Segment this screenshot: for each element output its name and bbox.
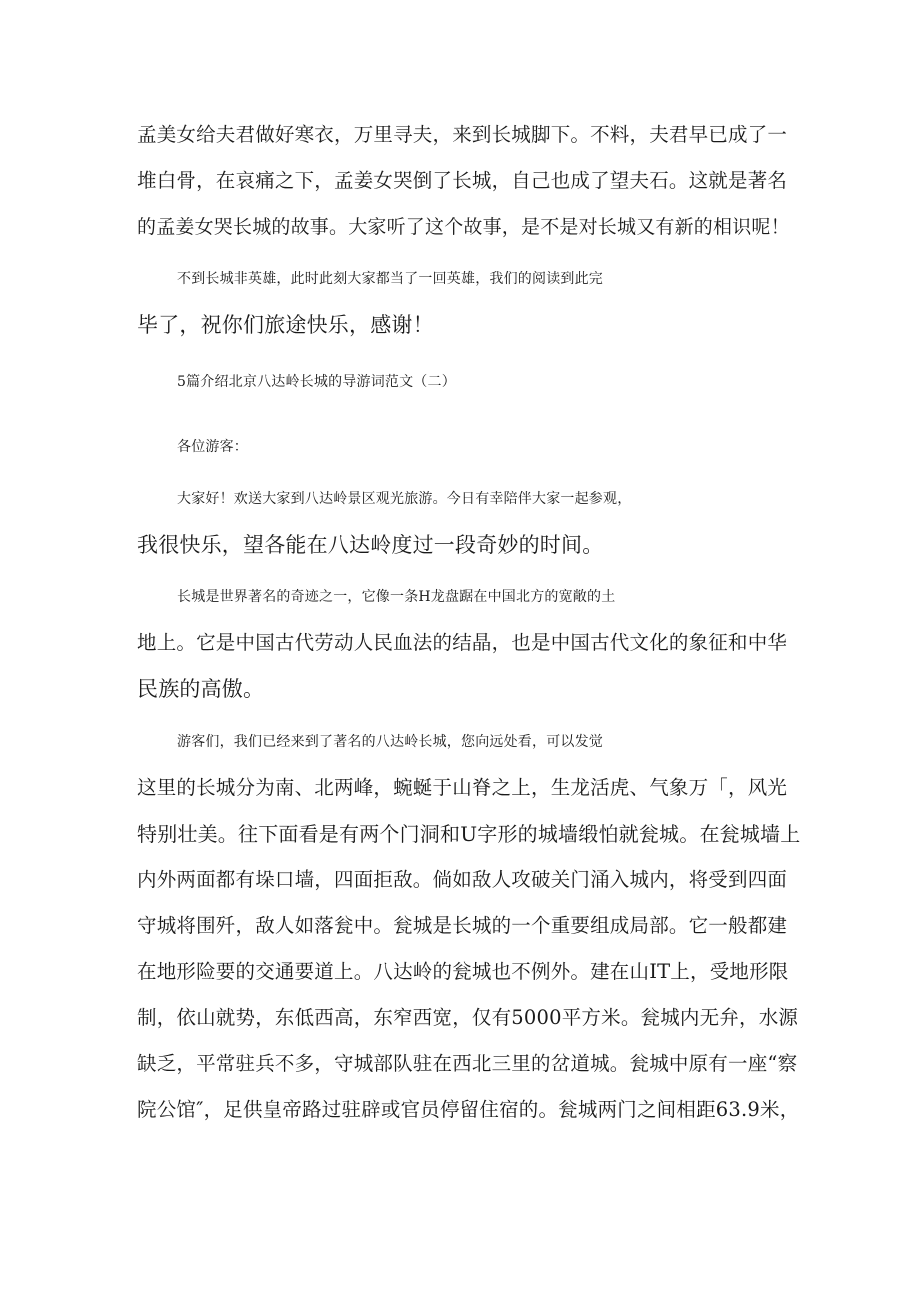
paragraph-line: 大家好！欢送大家到八达岭景区观光旅游。今日有幸陪伴大家一起参观， — [177, 491, 632, 507]
paragraph-line: 守城将围歼，敌人如落瓮中。瓮城是长城的一个重要组成局部。它一般都建 — [137, 914, 788, 937]
paragraph-line: 不到长城非英雄，此时此刻大家都当了一回英雄，我们的阅读到此完 — [177, 271, 603, 287]
paragraph-line: 的孟姜女哭长城的故事。大家听了这个故事，是不是对长城又有新的相识呢！ — [137, 216, 790, 238]
paragraph-line: 这里的长城分为南、北两峰，蜿蜒于山脊之上，生龙活虎、气象万「，风光 — [137, 776, 788, 799]
paragraph-line: 游客们，我们已经来到了著名的八达岭长城，您向远处看，可以发觉 — [177, 734, 603, 750]
paragraph-line: 特别壮美。往下面看是有两个门洞和U字形的城墙缎怕就瓮城。在瓮城墙上 — [137, 822, 801, 846]
paragraph-line: 内外两面都有垛口墙，四面拒敌。倘如敌人攻破关门涌入城内，将受到四面 — [137, 868, 788, 891]
paragraph-line: 在地形险要的交通要道上。八达岭的瓮城也不例外。建在山IT上，受地形限 — [137, 960, 789, 983]
paragraph-line: 堆白骨，在哀痛之下，孟姜女哭倒了长城，自己也成了望夫石。这就是著名 — [137, 169, 788, 192]
paragraph-line: 长城是世界著名的奇迹之一，它像一条H龙盘踞在中国北方的宽敞的土 — [177, 589, 616, 605]
paragraph-line: 制，依山就势，东低西高，东窄西宽，仅有5000平方米。瓮城内无弁，水源 — [137, 1006, 799, 1029]
paragraph-line: 我很快乐，望各能在八达岭度过一段奇妙的时间。 — [137, 533, 604, 557]
salutation: 各位游客： — [177, 439, 248, 455]
paragraph-line: 院公馆″，足供皇帝路过驻辟或官员停留住宿的。瓮城两门之间相距63.9米， — [137, 1098, 800, 1121]
paragraph-line: 缺乏，平常驻兵不多，守城部队驻在西北三里的岔道城。瓮城中原有一座“察 — [137, 1052, 798, 1075]
section-heading: 5篇介绍北京八达岭长城的导游词范文（二） — [177, 374, 456, 390]
paragraph-line: 毕了，祝你们旅途快乐，感谢！ — [137, 313, 434, 337]
paragraph-line: 孟美女给夫君做好寒衣，万里寻夫，来到长城脚下。不料，夫君早已成了一 — [137, 123, 788, 146]
paragraph-line: 民族的高傲。 — [137, 677, 265, 701]
paragraph-line: 地上。它是中国古代劳动人民血法的结晶，也是中国古代文化的象征和中华 — [137, 631, 788, 654]
